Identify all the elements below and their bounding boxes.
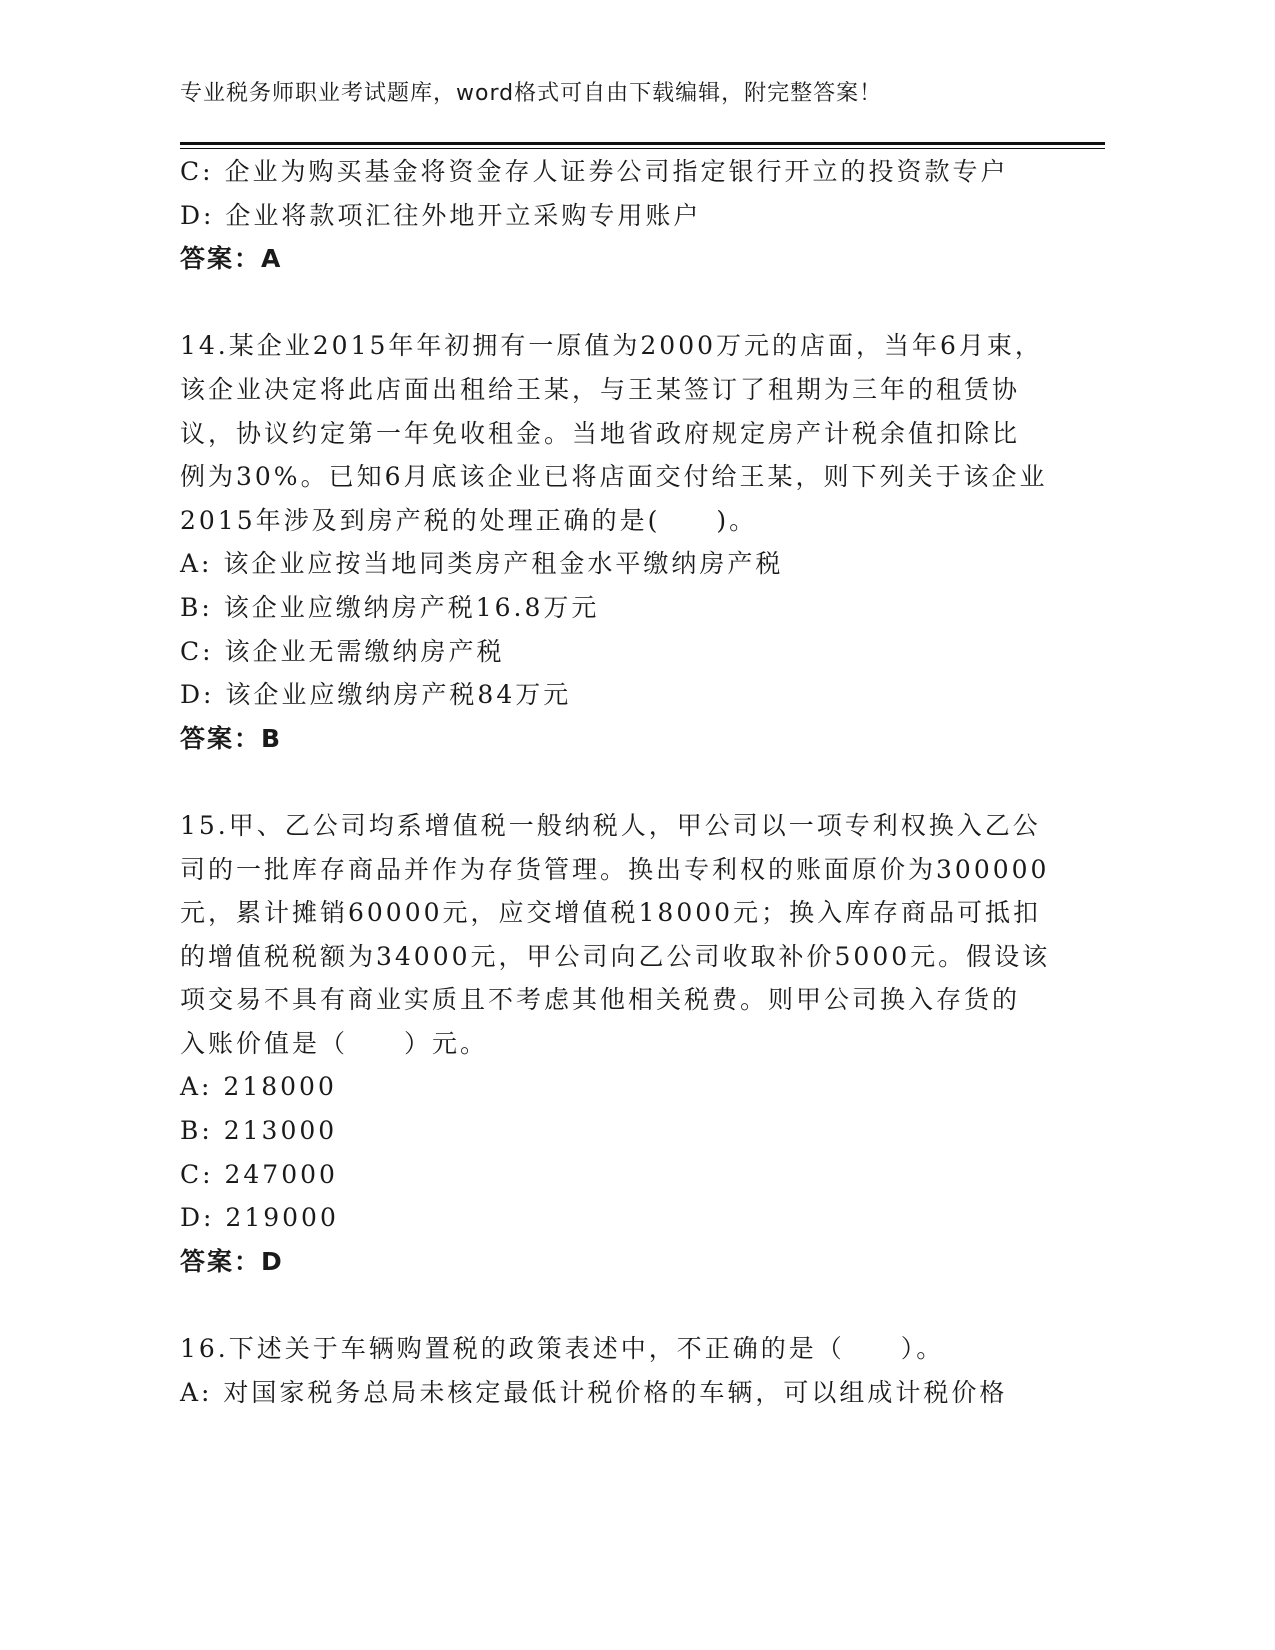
option-b: B: 该企业应缴纳房产税16.8万元 xyxy=(180,592,600,622)
question-stem-line: 例为30%。已知6月底该企业已将店面交付给王某，则下列关于该企业 xyxy=(180,462,1048,492)
question-stem-line: 项交易不具有商业实质且不考虑其他相关税费。则甲公司换入存货的 xyxy=(180,985,1021,1015)
question-stem-line: 16.下述关于车辆购置税的政策表述中，不正确的是（ ）。 xyxy=(180,1334,945,1364)
option-b: B: 213000 xyxy=(180,1116,338,1146)
question-stem-line: 该企业决定将此店面出租给王某，与王某签订了租期为三年的租赁协 xyxy=(180,374,1021,404)
question-stem-line: 司的一批库存商品并作为存货管理。换出专利权的账面原价为300000 xyxy=(180,854,1050,884)
question-stem-line: 的增值税税额为34000元，甲公司向乙公司收取补价5000元。假设该 xyxy=(180,941,1051,971)
spacer xyxy=(180,1283,1060,1327)
option-c: C: 企业为购买基金将资金存人证券公司指定银行开立的投资款专户 xyxy=(180,157,1009,186)
option-a: A: 该企业应按当地同类房产租金水平缴纳房产税 xyxy=(180,549,784,579)
answer-label: 答案：D xyxy=(180,1246,284,1276)
question-15 xyxy=(180,804,1060,1284)
page-header: 专业税务师职业考试题库，word格式可自由下载编辑，附完整答案！ xyxy=(180,81,883,106)
option-c: C: 247000 xyxy=(180,1159,338,1189)
option-d: D: 219000 xyxy=(180,1203,339,1233)
question-stem-line: 入账价值是（ ）元。 xyxy=(180,1028,489,1058)
answer-label: 答案：B xyxy=(180,723,283,753)
question-list xyxy=(180,150,1060,1414)
spacer xyxy=(180,281,1060,325)
question-16 xyxy=(180,1327,1060,1414)
spacer xyxy=(180,760,1060,804)
question-stem-line: 2015年涉及到房产税的处理正确的是( )。 xyxy=(180,505,758,535)
question-stem-line: 议，协议约定第一年免收租金。当地省政府规定房产计税余值扣除比 xyxy=(180,418,1021,448)
header-divider-thin xyxy=(180,148,1105,149)
option-d: D: 该企业应缴纳房产税84万元 xyxy=(180,680,572,710)
question-13 xyxy=(180,150,1060,281)
question-stem-line: 15.甲、乙公司均系增值税一般纳税人，甲公司以一项专利权换入乙公 xyxy=(180,810,1041,840)
question-14 xyxy=(180,324,1060,760)
option-c: C: 该企业无需缴纳房产税 xyxy=(180,636,505,666)
answer-label: 答案：A xyxy=(180,244,283,274)
question-stem-line: 14.某企业2015年年初拥有一原值为2000万元的店面，当年6月束， xyxy=(180,331,1043,361)
option-a: A: 218000 xyxy=(180,1072,337,1102)
question-stem-line: 元，累计摊销60000元，应交增值税18000元；换入库存商品可抵扣 xyxy=(180,898,1042,928)
option-a: A: 对国家税务总局未核定最低计税价格的车辆，可以组成计税价格 xyxy=(180,1377,1008,1407)
header-divider xyxy=(180,142,1105,145)
option-d: D: 企业将款项汇往外地开立采购专用账户 xyxy=(180,200,702,230)
